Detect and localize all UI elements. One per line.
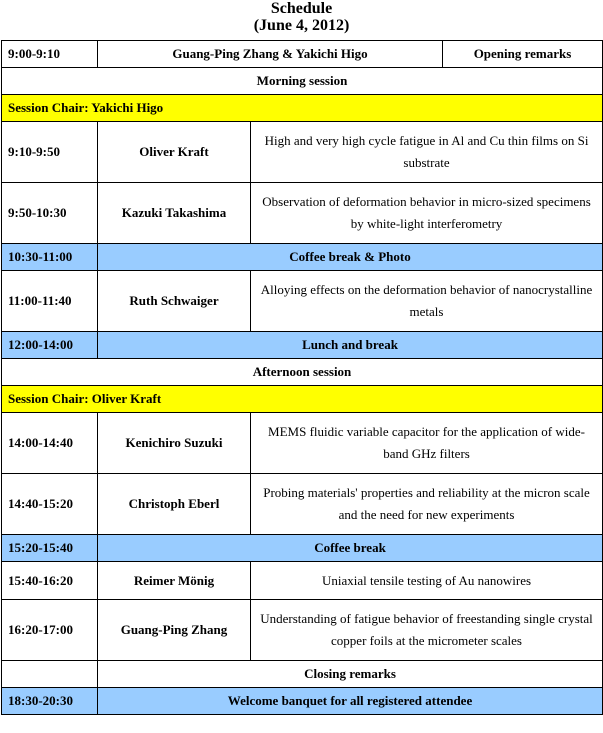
speaker-cell: Ruth Schwaiger — [98, 271, 251, 332]
time-cell: 12:00-14:00 — [2, 332, 98, 359]
schedule-date: (June 4, 2012) — [253, 17, 350, 34]
speaker-cell: Reimer Mönig — [98, 562, 251, 600]
time-cell: 16:20-17:00 — [2, 600, 98, 661]
speaker-cell: Kenichiro Suzuki — [98, 413, 251, 474]
table-row — [2, 183, 603, 244]
time-cell: 15:20-15:40 — [2, 535, 98, 562]
table-row — [2, 474, 603, 535]
speaker-cell: Kazuki Takashima — [98, 183, 251, 244]
time-cell: 14:40-15:20 — [2, 474, 98, 535]
table-row — [2, 600, 603, 661]
table-row — [2, 413, 603, 474]
talk-title-cell: MEMS fluidic variable capacitor for the application of wide-band GHz filters — [251, 413, 603, 474]
table-row — [2, 562, 603, 600]
session-chair-row-morning — [2, 95, 603, 122]
schedule-table — [1, 40, 603, 715]
speaker-cell: Guang-Ping Zhang — [98, 600, 251, 661]
time-cell: 10:30-11:00 — [2, 244, 98, 271]
time-cell: 9:50-10:30 — [2, 183, 98, 244]
time-cell: 14:00-14:40 — [2, 413, 98, 474]
banquet-label: Welcome banquet for all registered attendee — [98, 688, 603, 715]
speaker-cell: Guang-Ping Zhang & Yakichi Higo — [98, 41, 443, 68]
session-chair: Session Chair: Oliver Kraft — [2, 386, 603, 413]
break-row — [2, 244, 603, 271]
talk-title-cell: Alloying effects on the deformation behavior of nanocrystalline metals — [251, 271, 603, 332]
talk-title-cell: Uniaxial tensile testing of Au nanowires — [251, 562, 603, 600]
talk-title-cell: Understanding of fatigue behavior of freestanding single crystal copper foils at the micrometer scales — [251, 600, 603, 661]
event-cell: Opening remarks — [443, 41, 603, 68]
break-row — [2, 332, 603, 359]
time-cell: 9:10-9:50 — [2, 122, 98, 183]
talk-title-cell: High and very high cycle fatigue in Al and Cu thin films on Si substrate — [251, 122, 603, 183]
session-title: Morning session — [2, 68, 603, 95]
time-cell-empty — [2, 661, 98, 688]
session-title: Afternoon session — [2, 359, 603, 386]
closing-row — [2, 661, 603, 688]
page-title: Schedule — [270, 0, 333, 17]
talk-title-cell: Observation of deformation behavior in micro-sized specimens by white-light interferometry — [251, 183, 603, 244]
table-row-opening — [2, 41, 603, 68]
session-chair: Session Chair: Yakichi Higo — [2, 95, 603, 122]
speaker-cell: Oliver Kraft — [98, 122, 251, 183]
talk-title-cell: Probing materials' properties and reliability at the micron scale and the need for new experiments — [251, 474, 603, 535]
table-row — [2, 122, 603, 183]
table-row — [2, 271, 603, 332]
break-label: Lunch and break — [98, 332, 603, 359]
closing-label: Closing remarks — [98, 661, 603, 688]
session-header-afternoon — [2, 359, 603, 386]
time-cell: 9:00-9:10 — [2, 41, 98, 68]
time-cell: 11:00-11:40 — [2, 271, 98, 332]
banquet-row — [2, 688, 603, 715]
break-label: Coffee break & Photo — [98, 244, 603, 271]
speaker-cell: Christoph Eberl — [98, 474, 251, 535]
schedule-title-block — [0, 0, 603, 34]
time-cell: 18:30-20:30 — [2, 688, 98, 715]
break-label: Coffee break — [98, 535, 603, 562]
break-row — [2, 535, 603, 562]
session-header-morning — [2, 68, 603, 95]
session-chair-row-afternoon — [2, 386, 603, 413]
time-cell: 15:40-16:20 — [2, 562, 98, 600]
